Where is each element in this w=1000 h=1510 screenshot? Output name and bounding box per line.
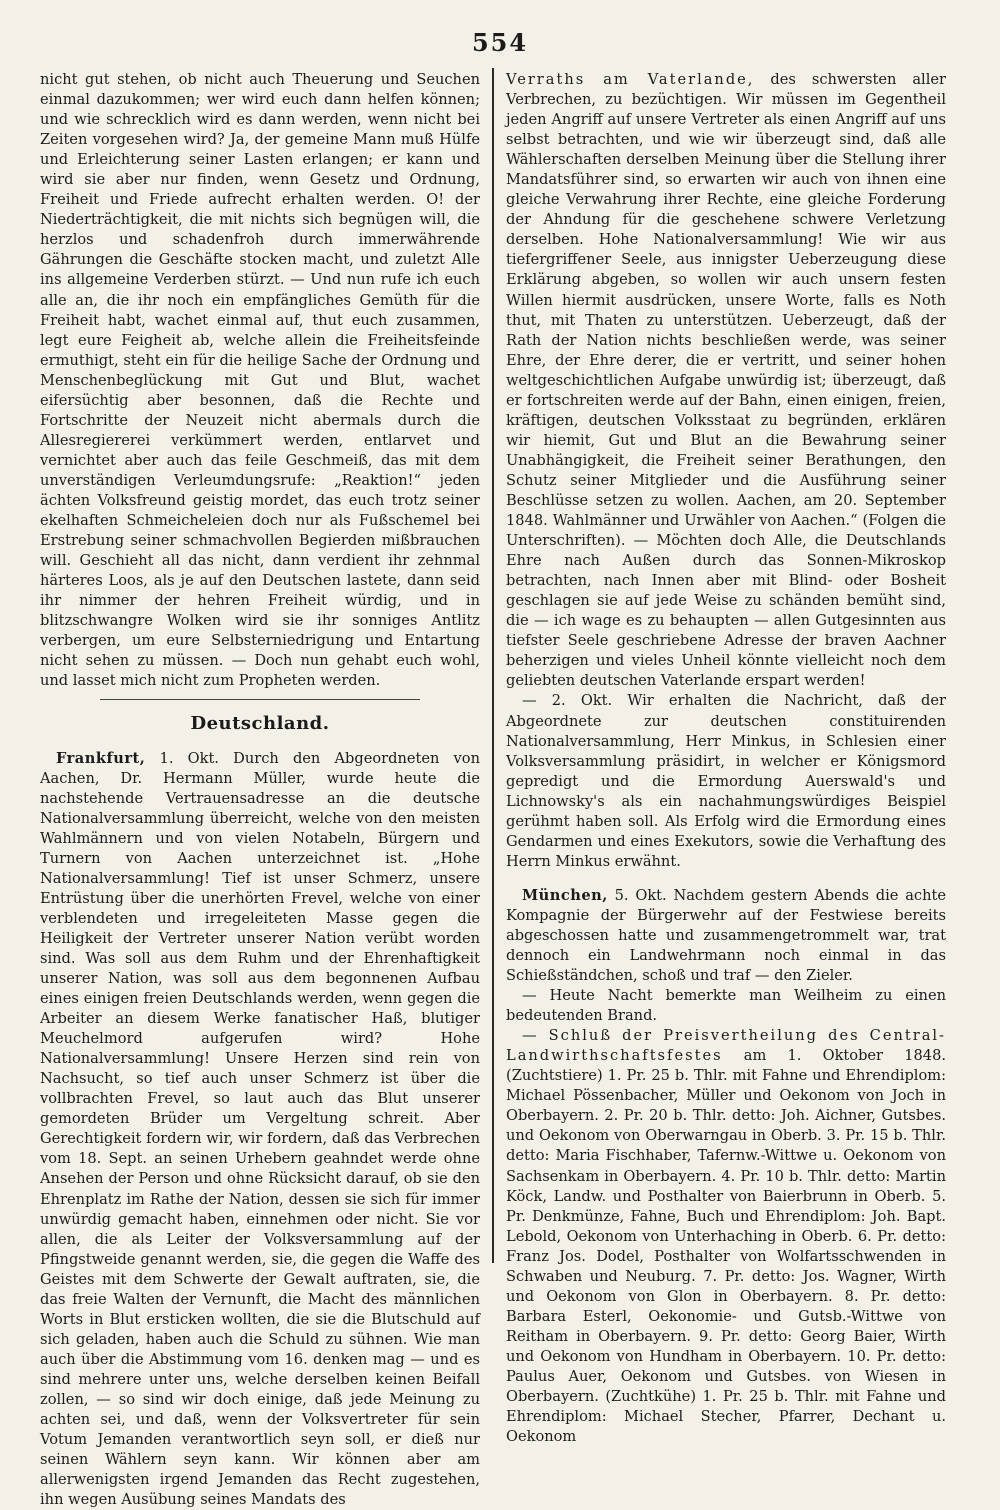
left-paragraph-continued: nicht gut stehen, ob nicht auch Theuerung und Seuchen einmal dazukommen; wer wird euch dann helfen können; und wie schrecklich wird es dann werden, wenn nicht bei Zeiten vorgesehen wird? Ja, der gemeine Mann muß Hülfe und Erleichterung seiner Lasten erlangen; er kann und wird sie aber nur finden, wenn Gesetz und Ordnung, Freiheit und Friede aufrecht erhalten werden. O! der Niederträchtigkeit, die mit nichts sich begnügen will, die herzlos und schadenfroh durch immerwährende Gährungen die Geschäfte stocken macht, und zuletzt Alle ins allgemeine Verderben stürzt. — Und nun rufe ich euch alle an, die ihr noch ein empfängliches Gemüth für die Freiheit habt, wachet einmal auf, thut euch zusammen, legt eure Feigheit ab, welche allein die Freiheitsfeinde ermuthigt, steht ein für die heilige Sache der Ordnung und Menschenbeglückung mit Gut und Blut, wachet eifersüchtig aber besonnen, daß die Rechte und Fortschritte der Neuzeit nicht abermals durch die Allesregiererei verkümmert werden, entlarvet und vernichtet aber auch das feile Geschmeiß, das mit dem unverständigen Verleumdungsrufe: „Reaktion!“ jeden ächten Volksfreund geistig mordet, das euch trotz seiner ekelhaften Schmeicheleien doch nur als Fußschemel bei Erstrebung seiner schmachvollen Begierden mißbrauchen will. Geschieht all das nicht, dann verdient ihr zehnmal härteres Loos, als je auf den Deutschen lastete, dann seid ihr nimmer der hehren Freiheit würdig, und in blitzschwangre Wolken wird sie ihr sonniges Antlitz verbergen, um eure Selbsterniedrigung und Entartung nicht sehen zu müssen. — Doch nun gehabt euch wohl, und lasset mich nicht zum Propheten werden. [40, 70, 480, 691]
right-column [506, 70, 946, 1290]
frankfurt-article [40, 749, 480, 1510]
weilheim-article: — Heute Nacht bemerkte man Weilheim zu einen bedeutenden Brand. [506, 986, 946, 1026]
dateline-muenchen: München, [522, 887, 608, 904]
section-divider [100, 699, 420, 700]
prize-list-article [506, 1026, 946, 1447]
spacer [506, 872, 946, 886]
spaced-emphasis: Verraths am Vaterlande, [506, 71, 754, 88]
minkus-article: — 2. Okt. Wir erhalten die Nachricht, daß der Abgeordnete zur deutschen constituirenden Nationalversammlung, Herr Minkus, in Schlesien einer Volksversammlung präsidirt, in welcher er Königsmord gepredigt und die Ermordung Auerswald's und Lichnowsky's als ein nachahmungswürdiges Beispiel gerühmt haben soll. Als Erfolg wird die Ermordung eines Gendarmen und eines Exekutors, sowie die Verhaftung des Herrn Minkus erwähnt. [506, 691, 946, 871]
muenchen-article [506, 886, 946, 986]
page-number: 554 [0, 28, 1000, 57]
prize-list-text: am 1. Oktober 1848. (Zuchtstiere) 1. Pr. 25 b. Thlr. mit Fahne und Ehrendiplom: Michael Pössenbacher, Müller und Oekonom von Joch in Oberbayern. 2. Pr. 20 b. Thlr. detto: Joh. Aichner, Gutsbes. und Oekonom von Oberwarngau in Oberb. 3. Pr. 15 b. Thlr. detto: Maria Fischhaber, Tafernw.-Wittwe u. Oekonom von Sachsenkam in Oberbayern. 4. Pr. 10 b. Thlr. detto: Martin Köck, Landw. und Posthalter von Baierbrunn in Oberb. 5. Pr. Denkmünze, Fahne, Buch und Ehrendiplom: Joh. Bapt. Lebold, Oekonom von Unterhaching in Oberb. 6. Pr. detto: Franz Jos. Dodel, Posthalter von Wolfartsschwenden in Schwaben und Neuburg. 7. Pr. detto: Jos. Wagner, Wirth und Oekonom von Glon in Oberbayern. 8. Pr. detto: Barbara Esterl, Oekonomie- und Gutsb.-Wittwe von Reitham in Oberbayern. 9. Pr. detto: Georg Baier, Wirth und Oekonom von Hundham in Oberbayern. 10. Pr. detto: Paulus Auer, Oekonom und Gutsbes. von Wiesen in Oberbayern. (Zuchtkühe) 1. Pr. 25 b. Thlr. mit Fahne und Ehrendiplom: Michael Stecher, Pfarrer, Dechant u. Oekonom [506, 1047, 946, 1445]
aachen-address-text: des schwersten aller Verbrechen, zu bezüchtigen. Wir müssen im Gegentheil jeden Angriff auf unsere Vertreter als einen Angriff auf uns selbst betrachten, und wie wir überzeugt sind, daß alle Wählerschaften derselben Meinung über die Stellung ihrer Mandatsführer sind, so erwarten wir auch von ihnen eine gleiche Verwahrung ihrer Rechte, eine gleiche Forderung der Ahndung für die geschehene schwere Verletzung derselben. Hohe Nationalversammlung! Wie wir aus tiefergriffener Seele, aus innigster Ueberzeugung diese Erklärung abgeben, so wollen wir auch unsern festen Willen hiermit ausdrücken, unsere Worte, falls es Noth thut, mit Thaten zu unterstützen. Ueberzeugt, daß der Rath der Nation nichts beschließen werde, was seiner Ehre, der Ehre derer, die er vertritt, und seiner hohen weltgeschichtlichen Aufgabe unwürdig ist; überzeugt, daß er fortschreiten werde auf der Bahn, einen einigen, freien, kräftigen, deutschen Volksstaat zu begründen, erklären wir hiemit, Gut und Blut an die Bewahrung seiner Unabhängigkeit, die Freiheit seiner Berathungen, den Schutz seiner Mitglieder und die Ausführung seiner Beschlüsse setzen zu wollen. Aachen, am 20. September 1848. Wahlmänner und Urwähler von Aachen.“ (Folgen die Unterschriften). — Möchten doch Alle, die Deutschlands Ehre nach Außen durch das Sonnen-Mikroskop betrachten, nach Innen aber mit Blind- oder Bosheit geschlagen sie auf jede Weise zu schänden bemüht sind, die — ich wage es zu behaupten — allen Gutgesinnten aus tiefster Seele geschriebene Adresse der braven Aachner beherzigen und vieles Unheil könnte vielleicht noch dem geliebten deutschen Vaterlande erspart werden! [506, 71, 946, 689]
left-column [40, 70, 480, 1290]
column-divider [492, 68, 494, 1263]
section-heading-deutschland: Deutschland. [40, 714, 480, 734]
frankfurt-article-text: 1. Okt. Durch den Abgeordneten von Aachen, Dr. Hermann Müller, wurde heute die nachstehende Vertrauensadresse an die deutsche Nationalversammlung überreicht, welche von den meisten Wahlmännern und von vielen Notabeln, Bürgern und Turnern von Aachen unterzeichnet ist. „Hohe Nationalversammlung! Tief ist unser Schmerz, unsere Entrüstung über die unerhörten Frevel, welche von einer verblendeten und irregeleiteten Masse gegen die Heiligkeit der Vertreter unserer Nation verübt worden sind. Was soll aus dem Ruhm und der Ehrenhaftigkeit unserer Nation, was soll aus dem begonnenen Aufbau eines einigen freien Deutschlands werden, wenn gegen die Arbeiter an diesem Werke fanatischer Haß, blutiger Meuchelmord aufgerufen wird? Hohe Nationalversammlung! Unsere Herzen sind rein von Nachsucht, so tief auch unser Schmerz ist über die vollbrachten Frevel, so laut auch das Blut unserer gemordeten Brüder um Vergeltung schreit. Aber Gerechtigkeit fordern wir, wir fordern, daß das Verbrechen vom 18. Sept. an seinen Urhebern geahndet werde ohne Ansehen der Person und ohne Rücksicht darauf, ob sie den Ehrenplatz im Rathe der Nation, dessen sie sich für immer unwürdig gemacht haben, einnehmen oder nicht. Sie vor allen, die als Leiter der Volksversammlung auf der Pfingstweide genannt werden, sie, die gegen die Waffe des Geistes mit dem Schwerte der Gewalt auftraten, sie, die das freie Walten der Vernunft, die Macht des männlichen Worts in Blut ersticken wollten, die sie die Blutschuld auf sich geladen, haben auch die Schuld zu sühnen. Wie man auch über die Abstimmung vom 16. denken mag — und es sind mehrere unter uns, welche derselben keinen Beifall zollen, — so sind wir doch einige, daß jede Meinung zu achten sei, und daß, wenn der Volksvertreter für sein Votum Jemanden verantwortlich seyn soll, er dieß nur seinen Wählern seyn kann. Wir können aber am allerwenigsten irgend Jemanden das Recht zugestehen, ihn wegen Ausübung seines Mandats des [40, 750, 480, 1509]
aachen-address-continued [506, 70, 946, 691]
muenchen-article-text: 5. Okt. Nachdem gestern Abends die achte Kompagnie der Bürgerwehr auf der Festwiese bereits abgeschossen hatte und zusammengetrommelt war, trat dennoch ein Landwehrmann noch einmal in das Schießständchen, schoß und traf — den Zieler. [506, 887, 946, 984]
spaced-emphasis-prize: — Schluß der Preisvertheilung des Central-Landwirthschaftsfestes [506, 1027, 946, 1064]
dateline-frankfurt: Frankfurt, [56, 750, 145, 767]
